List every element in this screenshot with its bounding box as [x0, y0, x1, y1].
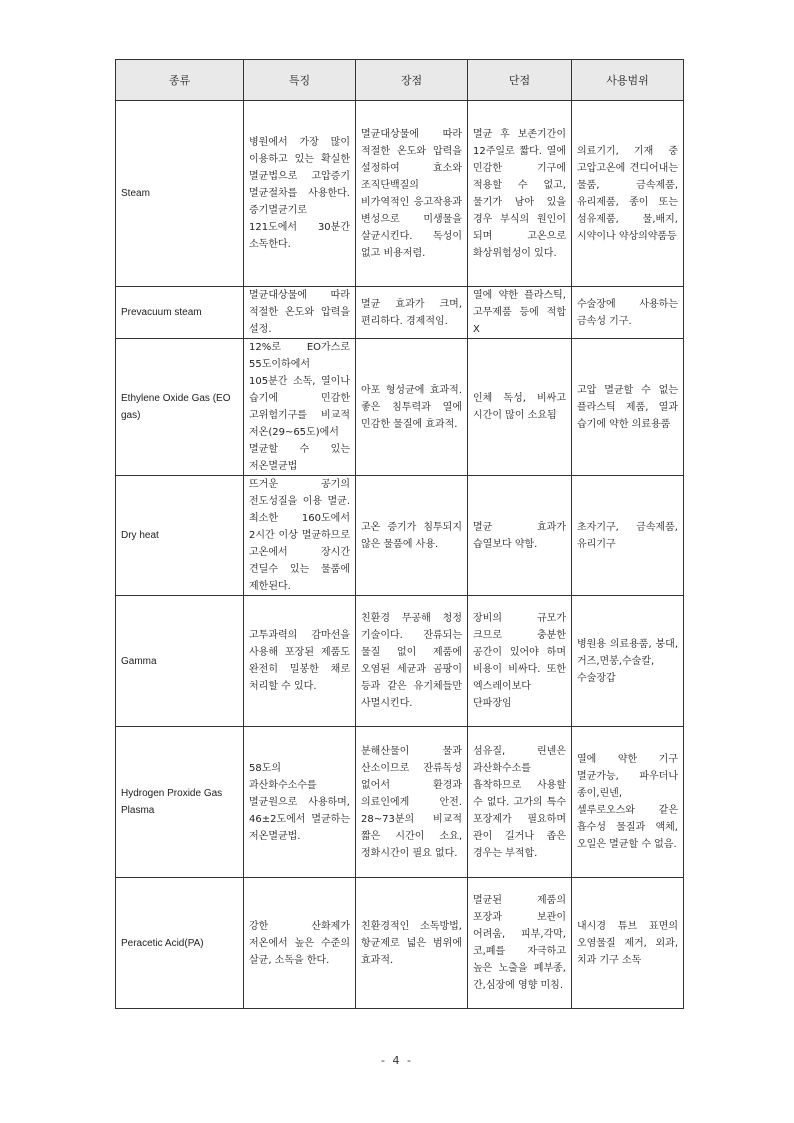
page-number: - 4 -	[381, 1054, 413, 1067]
table-row	[116, 878, 684, 1009]
cell-feature: 뜨거운 공기의 전도성질을 이용 멸균. 최소한 160도에서 2시간 이상 멸균하므로 고온에서 장시간 견딜수 있는 물품에 제한된다.	[244, 476, 356, 596]
cell-disadvantage: 장비의 규모가 크므로 충분한 공간이 있어야 하며 비용이 비싸다. 또한 엑스레이보다 단파장임	[468, 596, 572, 727]
cell-disadvantage: 멸균된 제품의 포장과 보관이 어려움, 피부,각막,코,폐를 자극하고 높은 노출을 폐부종,간,심장에 영향 미침.	[468, 878, 572, 1009]
cell-feature: 12%로 EO가스로 55도이하에서 105분간 소독, 열이나 습기에 민감한 고위험기구를 비교적 저온(29~65도)에서 멸균할 수 있는 저온멸균법	[244, 339, 356, 476]
table-row	[116, 287, 684, 339]
cell-type: Steam	[116, 101, 244, 287]
cell-usage: 초자기구, 금속제품, 유리기구	[572, 476, 684, 596]
header-advantage: 장점	[356, 60, 468, 101]
header-disadvantage: 단점	[468, 60, 572, 101]
table-row	[116, 101, 684, 287]
sterilization-methods-table	[115, 59, 684, 1009]
cell-disadvantage: 인체 독성, 비싸고 시간이 많이 소요됨	[468, 339, 572, 476]
cell-type: Peracetic Acid(PA)	[116, 878, 244, 1009]
cell-feature: 병원에서 가장 많이 이용하고 있는 확실한 멸균법으로 고압증기 멸균절차를 사용한다. 증기멸균기로 121도에서 30분간 소독한다.	[244, 101, 356, 287]
cell-usage: 병원용 의료용품, 붕대,거즈,면봉,수술칼,수술장갑	[572, 596, 684, 727]
cell-advantage: 분해산물이 물과 산소이므로 잔류독성 없어서 환경과 의료인에게 안전. 28~73분의 비교적 짧은 시간이 소요, 정화시간이 필요 없다.	[356, 727, 468, 878]
cell-advantage: 고온 증기가 침투되지 않은 물품에 사용.	[356, 476, 468, 596]
cell-disadvantage: 멸균 효과가 습열보다 약함.	[468, 476, 572, 596]
cell-type: Gamma	[116, 596, 244, 727]
table-row	[116, 596, 684, 727]
table-header-row	[116, 60, 684, 101]
cell-advantage: 아포 형성균에 효과적. 좋은 침투력과 열에 민감한 물질에 효과적.	[356, 339, 468, 476]
cell-type: Dry heat	[116, 476, 244, 596]
cell-disadvantage: 섬유질, 린넨은 과산화수소를 흡착하므로 사용할 수 없다. 고가의 특수 포장제가 필요하며 관이 길거나 좁은 경우는 부적합.	[468, 727, 572, 878]
cell-usage: 의료기기, 기재 중 고압고온에 견디어내는 물품, 금속제품, 유리제품, 종이 또는 섬유제품, 물,배지,시약이나 약상의약품등	[572, 101, 684, 287]
cell-usage: 고압 멸균할 수 없는 플라스틱 제품, 열과 습기에 약한 의료용품	[572, 339, 684, 476]
cell-feature: 멸균대상물에 따라 적절한 온도와 압력을 설정.	[244, 287, 356, 339]
cell-advantage: 멸균대상물에 따라 적절한 온도와 압력을 설정하여 효소와 조직단백질의 비가역적인 응고작용과 변성으로 미생물을 살균시킨다. 독성이 없고 비용저렴.	[356, 101, 468, 287]
cell-feature: 강한 산화제가 저온에서 높은 수준의 살균, 소독을 한다.	[244, 878, 356, 1009]
cell-advantage: 친환경 무공해 청정 기술이다. 잔류되는 물질 없이 제품에 오염된 세균과 곰팡이 등과 같은 유기체들만 사멸시킨다.	[356, 596, 468, 727]
cell-type: Prevacuum steam	[116, 287, 244, 339]
cell-disadvantage: 열에 약한 플라스틱, 고무제품 등에 적합 X	[468, 287, 572, 339]
header-type: 종류	[116, 60, 244, 101]
cell-usage: 열에 약한 기구 멸균가능, 파우더나 종이,린넨,셀루로오스와 같은 흡수성 물질과 액체, 오일은 멸균할 수 없음.	[572, 727, 684, 878]
cell-advantage: 친환경적인 소독방법,항균제로 넓은 범위에 효과적.	[356, 878, 468, 1009]
cell-usage: 내시경 튜브 표면의 오염물질 제거, 외과,치과 기구 소독	[572, 878, 684, 1009]
cell-type: Hydrogen Proxide Gas Plasma	[116, 727, 244, 878]
header-usage: 사용범위	[572, 60, 684, 101]
cell-type: Ethylene Oxide Gas (EO gas)	[116, 339, 244, 476]
cell-advantage: 멸균 효과가 크며, 편리하다. 경제적임.	[356, 287, 468, 339]
cell-feature: 58도의 과산화수소수를 멸균원으로 사용하며, 46±2도에서 멸균하는 저온멸균법.	[244, 727, 356, 878]
cell-disadvantage: 멸균 후 보존기간이 12주일로 짧다. 열에 민감한 기구에 적용할 수 없고, 물기가 남아 있을 경우 부식의 원인이 되며 고온으로 화상위험성이 있다.	[468, 101, 572, 287]
table-row	[116, 339, 684, 476]
table-row	[116, 727, 684, 878]
cell-feature: 고투과력의 감마선을 사용해 포장된 제품도 완전히 밀봉한 채로 처리할 수 있다.	[244, 596, 356, 727]
cell-usage: 수술장에 사용하는 금속성 기구.	[572, 287, 684, 339]
table-row	[116, 476, 684, 596]
header-feature: 특징	[244, 60, 356, 101]
